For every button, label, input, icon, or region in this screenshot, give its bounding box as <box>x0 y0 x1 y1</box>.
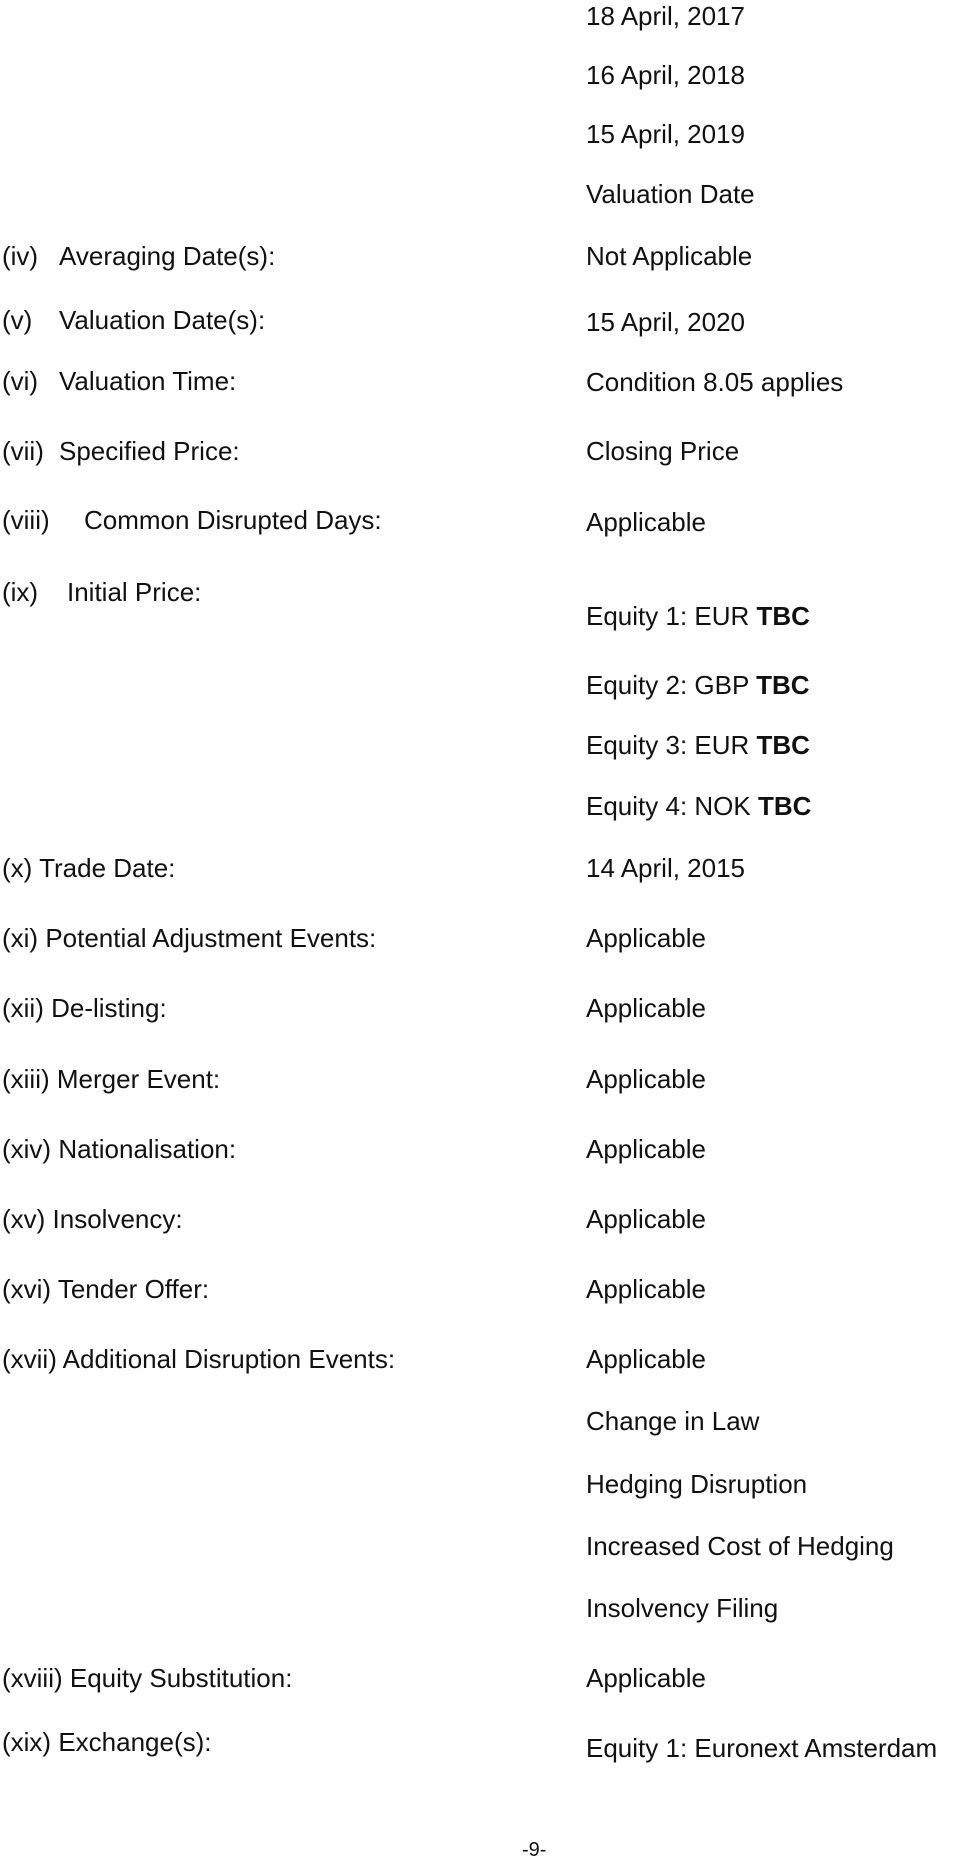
item-value: Applicable <box>586 1064 706 1094</box>
item-value: Applicable <box>586 1134 706 1164</box>
date-item: 16 April, 2018 <box>586 60 746 90</box>
item-label: (xiv) Nationalisation: <box>2 1134 237 1164</box>
item-value: Closing Price <box>586 436 740 466</box>
item-label: (xvii) Additional Disruption Events: <box>2 1344 396 1374</box>
item-label: Common Disrupted Days: <box>84 505 382 535</box>
item-label: (xi) Potential Adjustment Events: <box>2 923 377 953</box>
initial-price-line: Equity 3: EUR TBC <box>586 730 810 760</box>
date-item: Valuation Date <box>586 179 755 209</box>
disruption-event-item: Change in Law <box>586 1406 760 1436</box>
item-number: (iv) <box>2 241 39 271</box>
date-item: 18 April, 2017 <box>586 1 746 31</box>
item-label: Valuation Time: <box>59 366 237 396</box>
item-label: Valuation Date(s): <box>59 305 266 335</box>
item-label: Specified Price: <box>59 436 240 466</box>
item-label: (xix) Exchange(s): <box>2 1727 212 1757</box>
initial-price-line: Equity 2: GBP TBC <box>586 670 810 700</box>
disruption-event-item: Hedging Disruption <box>586 1469 808 1499</box>
item-value: 14 April, 2015 <box>586 853 746 883</box>
item-label: (xvi) Tender Offer: <box>2 1274 210 1304</box>
item-value: Applicable <box>586 1204 706 1234</box>
item-label: (x) Trade Date: <box>2 853 176 883</box>
item-label: (xviii) Equity Substitution: <box>2 1663 293 1693</box>
item-number: (v) <box>2 305 33 335</box>
item-value: Not Applicable <box>586 241 753 271</box>
item-number: (ix) <box>2 577 39 607</box>
item-label: (xii) De-listing: <box>2 993 167 1023</box>
item-number: (vii) <box>2 436 44 466</box>
item-number: (vi) <box>2 366 39 396</box>
item-label: (xv) Insolvency: <box>2 1204 183 1234</box>
date-item: 15 April, 2019 <box>586 119 746 149</box>
item-value: Applicable <box>586 1274 706 1304</box>
item-value: Applicable <box>586 993 706 1023</box>
item-value: Applicable <box>586 507 706 537</box>
page-number: -9- <box>522 1839 547 1861</box>
item-value: Applicable <box>586 923 706 953</box>
item-label: (xiii) Merger Event: <box>2 1064 221 1094</box>
disruption-event-item: Increased Cost of Hedging <box>586 1531 894 1561</box>
item-label: Averaging Date(s): <box>59 241 276 271</box>
initial-price-line: Equity 1: EUR TBC <box>586 601 810 631</box>
item-number: (viii) <box>2 505 50 535</box>
item-value: Equity 1: Euronext Amsterdam <box>586 1733 938 1763</box>
item-value: Applicable <box>586 1663 706 1693</box>
item-value: Applicable <box>586 1344 706 1374</box>
item-value: 15 April, 2020 <box>586 307 746 337</box>
item-label: Initial Price: <box>67 577 202 607</box>
disruption-event-item: Insolvency Filing <box>586 1593 779 1623</box>
initial-price-line: Equity 4: NOK TBC <box>586 791 812 821</box>
item-value: Condition 8.05 applies <box>586 367 844 397</box>
